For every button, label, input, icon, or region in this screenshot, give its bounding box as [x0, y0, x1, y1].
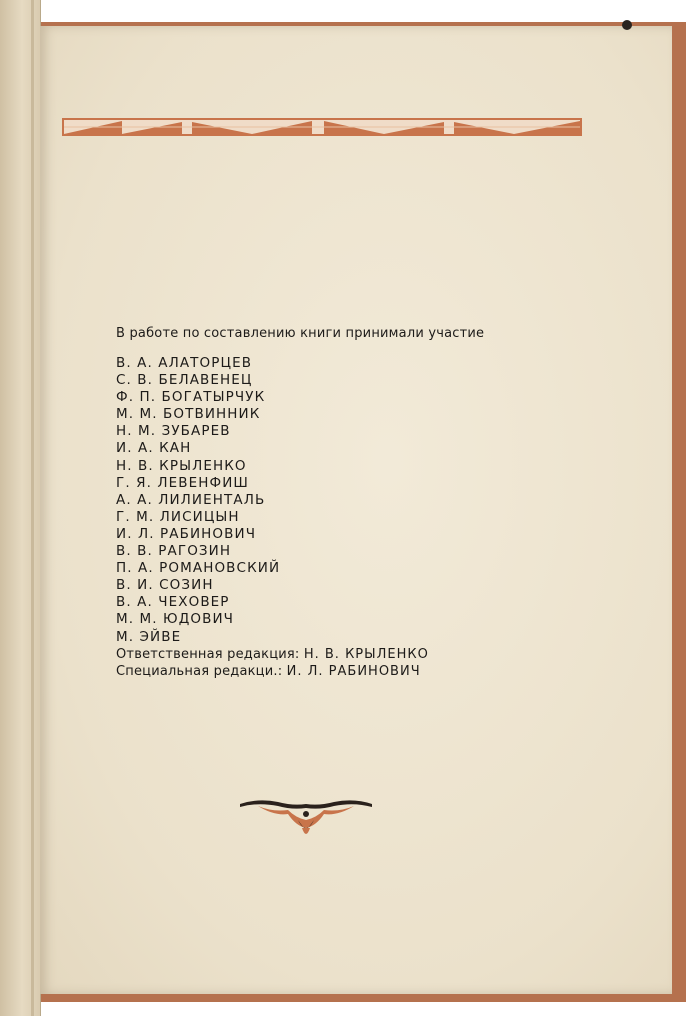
special-editor-name: И. Л. РАБИНОВИЧ: [286, 663, 421, 679]
contributor-name: М. М. ЮДОВИЧ: [116, 611, 235, 628]
ink-spot: [622, 20, 632, 30]
contributor-name: В. В. РАГОЗИН: [116, 543, 232, 560]
special-editor-label: Специальная редакци.:: [116, 663, 283, 679]
contributor-name: Н. М. ЗУБАРЕВ: [116, 423, 231, 440]
top-frieze-ornament: [62, 118, 582, 136]
contributor-name: В. И. СОЗИН: [116, 577, 214, 594]
contributor-name: М. М. БОТВИННИК: [116, 406, 261, 423]
contributors-list: [116, 355, 556, 646]
contributor-name: А. А. ЛИЛИЕНТАЛЬ: [116, 491, 266, 508]
contributor-name: С. В. БЕЛАВЕНЕЦ: [116, 372, 253, 389]
left-page-edge: [0, 0, 41, 1016]
credits-block: [116, 326, 556, 680]
special-editor-line: [116, 663, 556, 680]
contributor-name: Ф. П. БОГАТЫРЧУК: [116, 389, 266, 406]
responsible-editor-name: Н. В. КРЫЛЕНКО: [303, 646, 429, 662]
credits-intro: В работе по составлению книги принимали участие: [116, 326, 485, 341]
contributor-name: Г. Я. ЛЕВЕНФИШ: [116, 474, 249, 491]
contributor-name: В. А. ЧЕХОВЕР: [116, 594, 230, 611]
responsible-editor-line: [116, 646, 556, 663]
contributor-name: И. А. КАН: [116, 440, 192, 457]
contributor-name: Н. В. КРЫЛЕНКО: [116, 457, 247, 474]
contributor-name: Г. М. ЛИСИЦЫН: [116, 508, 240, 525]
bottom-vignette-ornament: [238, 796, 374, 842]
responsible-editor-label: Ответственная редакция:: [116, 646, 300, 662]
contributor-name: М. ЭЙВЕ: [116, 628, 182, 645]
contributor-name: П. А. РОМАНОВСКИЙ: [116, 560, 281, 577]
contributor-name: В. А. АЛАТОРЦЕВ: [116, 355, 253, 371]
contributor-name: И. Л. РАБИНОВИЧ: [116, 525, 257, 542]
